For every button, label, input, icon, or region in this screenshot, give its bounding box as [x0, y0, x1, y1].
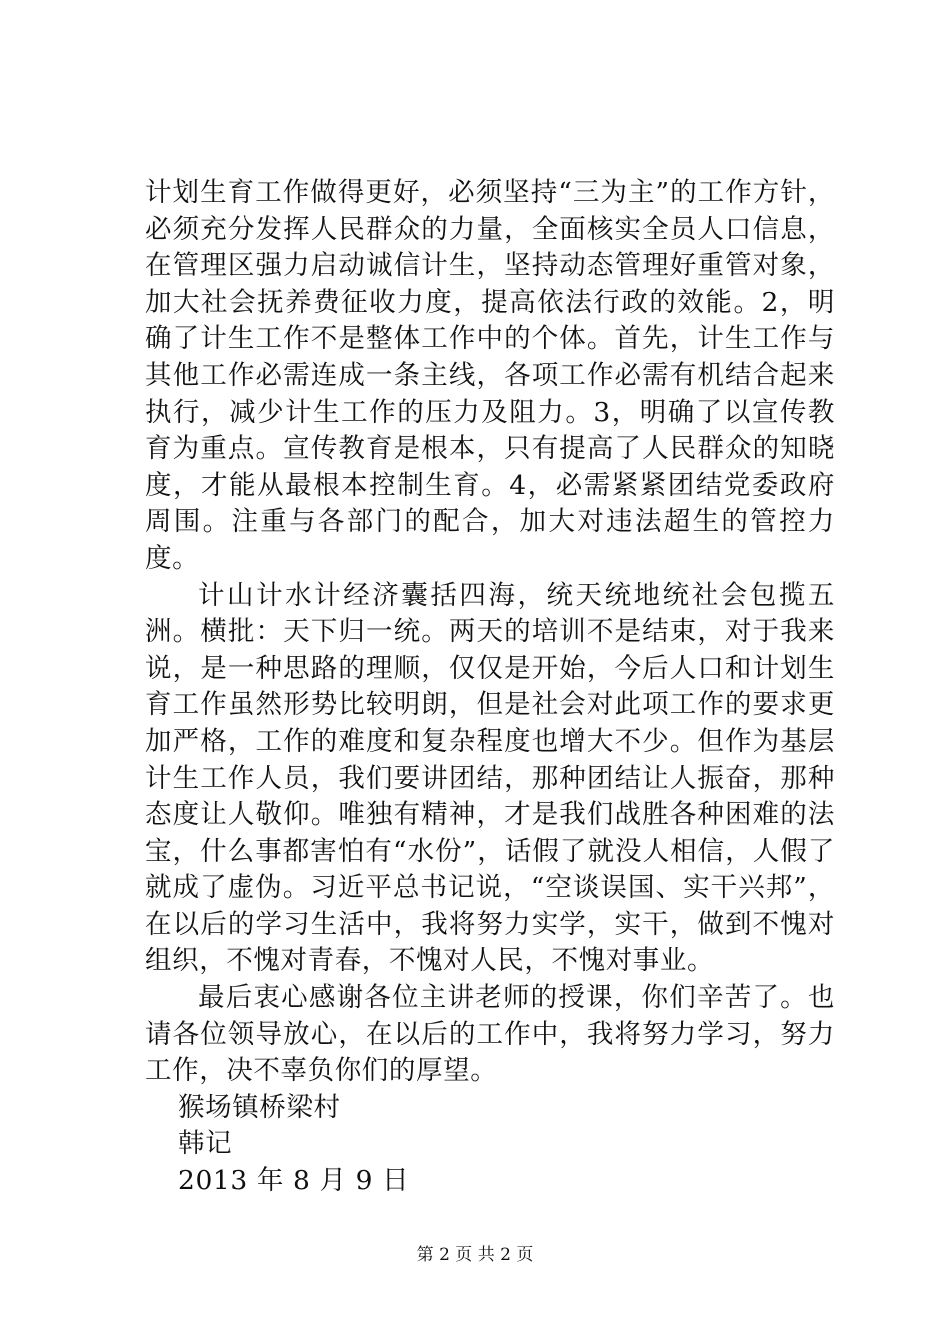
paragraph-3: 最后衷心感谢各位主讲老师的授课，你们辛苦了。也请各位领导放心，在以后的工作中，我将努力学习，努力工作，决不辜负你们的厚望。 [145, 982, 835, 1087]
page-footer [0, 1244, 950, 1266]
signature-name: 韩记 [178, 1128, 233, 1160]
signature-date: 2013 年 8 月 9 日 [178, 1165, 410, 1197]
signature-organization: 猴场镇桥梁村 [178, 1091, 341, 1123]
page-indicator: 第 2 页 共 2 页 [416, 1245, 534, 1265]
paragraph-1: 计划生育工作做得更好，必须坚持“三为主”的工作方针，必须充分发挥人民群众的力量，全面核实全员人口信息，在管理区强力启动诚信计生，坚持动态管理好重管对象，加大社会抚养费征收力度，提高依法行政的效能。2，明确了计生工作不是整体工作中的个体。首先，计生工作与其他工作必需连成一条主线，各项工作必需有机结合起来执行，减少计生工作的压力及阻力。3，明确了以宣传教育为重点。宣传教育是根本，只有提高了人民群众的知晓度，才能从最根本控制生育。4，必需紧紧团结党委政府周围。注重与各部门的配合，加大对违法超生的管控力度。 [145, 177, 835, 574]
paragraph-2: 计山计水计经济囊括四海，统天统地统社会包揽五洲。横批：天下归一统。两天的培训不是结束，对于我来说，是一种思路的理顺，仅仅是开始，今后人口和计划生育工作虽然形势比较明朗，但是社会对此项工作的要求更加严格，工作的难度和复杂程度也增大不少。但作为基层计生工作人员，我们要讲团结，那种团结让人振奋，那种态度让人敬仰。唯独有精神，才是我们战胜各种困难的法宝，什么事都害怕有“水份”，话假了就没人相信，人假了就成了虚伪。习近平总书记说，“空谈误国、实干兴邦”，在以后的学习生活中，我将努力实学，实干，做到不愧对组织，不愧对青春，不愧对人民，不愧对事业。 [145, 579, 835, 977]
document-body [145, 175, 835, 1200]
